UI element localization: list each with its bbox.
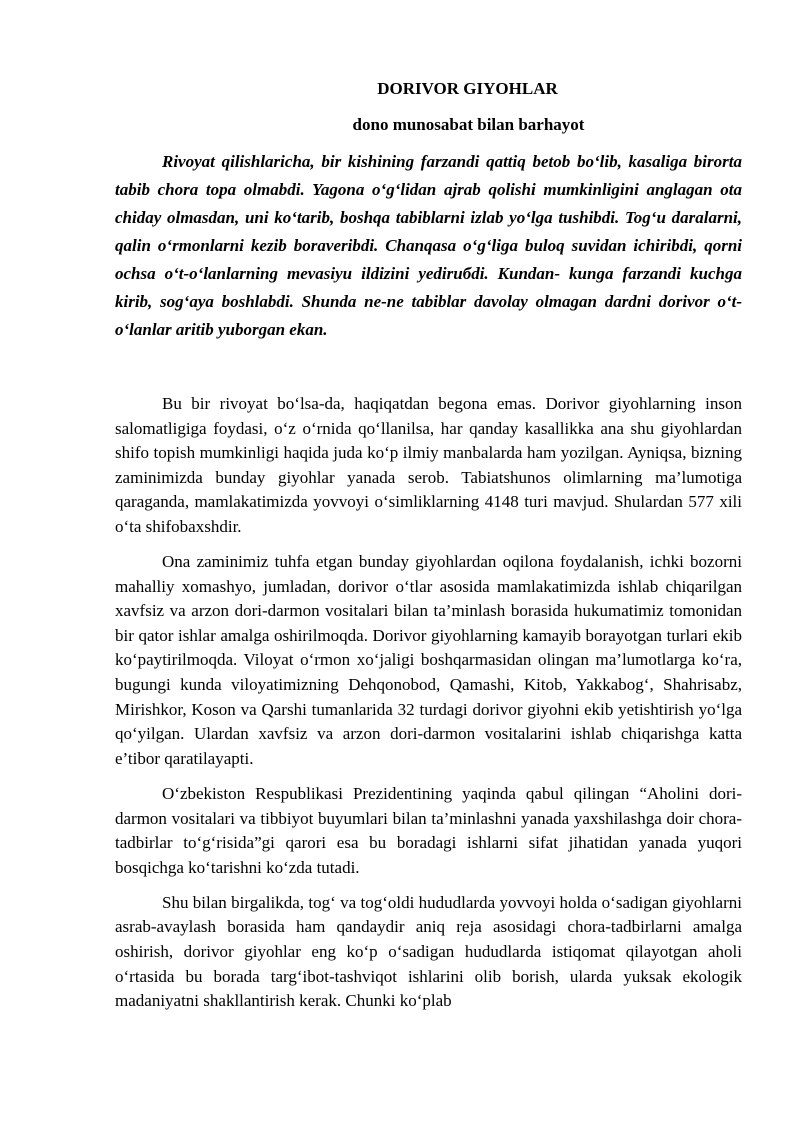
body-paragraph-3: O‘zbekiston Respublikasi Prezidentining yaqinda qabul qilingan “Aholini dori-darmon vositalari va tibbiyot buyumlari bilan ta’minlashni yanada yaxshilashga doir chora-tadbirlar to‘g‘risida”gi qarori esa bu boradagi ishlarni sifat jihatidan yanada yuqori bosqichga ko‘tarishni ko‘zda tutadi.: [115, 783, 742, 877]
document-title: DORIVOR GIYOHLAR: [377, 79, 558, 98]
document-page: [115, 78, 742, 1014]
document-subtitle: dono munosabat bilan barhayot: [352, 115, 585, 134]
body-paragraph-1: Bu bir rivoyat bo‘lsa-da, haqiqatdan begona emas. Dorivor giyohlarning inson salomatligiga foydasi, o‘z o‘rnida qo‘llanilsa, har qanday kasallikka ana shu giyohlardan shifo topish mumkinligi haqida juda ko‘p ilmiy manbalarda ham yozilgan. Ayniqsa, bizning zaminimizda bunday giyohlar yanada serob. Tabiatshunos olimlarning ma’lumotiga qaraganda, mamlakatimizda yovvoyi o‘simliklarning 4148 turi mavjud. Shulardan 577 xili o‘ta shifobaxshdir.: [115, 394, 742, 536]
intro-paragraph: Rivoyat qilishlaricha, bir kishining farzandi qattiq betob bo‘lib, kasaliga birorta tabib chora topa olmabdi. Yagona o‘g‘lidan ajrab qolishi mumkinligini anglagan ota chiday olmasdan, uni ko‘tarib, boshqa tabiblarni izlab yo‘lga tushibdi. Tog‘u daralarni, qalin o‘rmonlarni kezib boraveribdi. Chanqasa o‘g‘liga buloq suvidan ichiribdi, qorni ochsa o‘t-o‘lanlarning mevasiyu ildizini yedirибdi. Kundan- kunga farzandi kuchga kirib, sog‘aya boshlabdi. Shunda ne-ne tabiblar davolay olmagan dardni dorivor o‘t-o‘lanlar aritib yuborgan ekan.: [115, 152, 742, 339]
body-paragraph-4: Shu bilan birgalikda, tog‘ va tog‘oldi hududlarda yovvoyi holda o‘sadigan giyohlarni asrab-avaylash borasida ham qandaydir aniq reja asosidagi chora-tadbirlarni amalga oshirish, dorivor giyohlar eng ko‘p o‘sadigan hududlarda istiqomat qilayotgan aholi o‘rtasida bu borada targ‘ibot-tashviqot ishlarini olib borish, ularda yuksak ekologik madaniyatni shakllantirish kerak. Chunki ko‘plab: [115, 892, 742, 1011]
body-paragraph-2: Ona zaminimiz tuhfa etgan bunday giyohlardan oqilona foydalanish, ichki bozorni mahalliy xomashyo, jumladan, dorivor o‘tlar asosida mamlakatimizda ishlab chiqarilgan xavfsiz va arzon dori-darmon vositalari bilan ta’minlash borasida hukumatimiz tomonidan bir qator ishlar amalga oshirilmoqda. Dorivor giyohlarning kamayib borayotgan turlari ekib ko‘paytirilmoqda. Viloyat o‘rmon xo‘jaligi boshqarmasidan olingan ma’lumotlarga ko‘ra, bugungi kunda viloyatimizning Dehqonobod, Qamashi, Kitob, Yakkabog‘, Shahrisabz, Mirishkor, Koson va Qarshi tumanlarida 32 turdagi dorivor giyohni ekib yetishtirish yo‘lga qo‘yilgan. Ulardan xavfsiz va arzon dori-darmon vositalarini ishlab chiqarishga katta e’tibor qaratilayapti.: [115, 552, 742, 768]
